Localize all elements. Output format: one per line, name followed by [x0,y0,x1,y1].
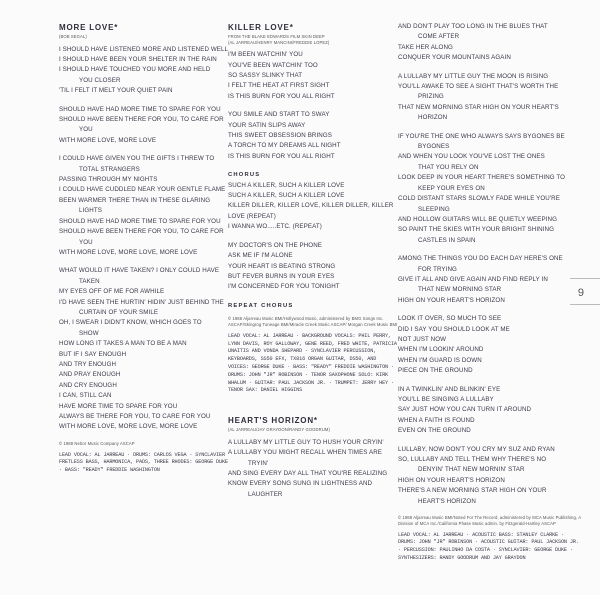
lyric-line: I COULD HAVE GIVEN YOU THE GIFTS I THREW TO [59,155,215,163]
lyric-line: OH, I SWEAR I DIDN'T KNOW, WHICH GOES TO [59,319,202,327]
lyric-line: SHOULD HAVE BEEN THERE FOR YOU, TO CARE FOR [59,116,224,124]
lyric-line: I'M BEEN WATCHIN' YOU [228,51,303,59]
lyric-line: LOOK DEEP IN YOUR HEART THERE'S SOMETHING TO [398,174,566,182]
lyric-line: AND TRY ENOUGH [59,360,117,368]
lyric-line: I WANNA WO.....ETC. (REPEAT) [228,223,322,231]
lyric-line: YOUR SATIN SLIPS AWAY [228,121,306,129]
lyric-line: IS THIS BURN FOR YOU ALL RIGHT [228,92,335,100]
lyric-line: COLD DISTANT STARS SLOWLY FADE WHILE YOU'RE [398,195,560,203]
lyric-line: LOOK IT OVER, SO MUCH TO SEE [398,315,502,323]
lyric-line: DID I SAY YOU SHOULD LOOK AT ME [398,325,510,333]
lyric-line: A LULLABY MY LITTLE GUY THE MOON IS RISING [398,72,549,80]
lyrics-column-2 [228,22,398,500]
lyric-line: LAUGHTER [248,490,283,498]
lyric-line: I'D HAVE SEEN THE HURTIN' HIDIN' JUST BEHIND THE [59,298,224,306]
stanza-gap [59,97,231,105]
lyric-line: I FELT THE HEAT AT FIRST SIGHT [228,82,330,90]
copyright-notice: © 1988 Aljarreau Music BMI/Noted For The Record, administered by MCA Music Publishing, A Division of MCA Inc./California Phase Music admin. by Fitzgerald-Hartley ASCAP [398,515,581,526]
chorus-lyrics [228,181,398,233]
verse-4 [228,438,398,500]
lyrics-body [59,45,231,433]
lyric-line: CASTLES IN SPAIN [418,236,476,244]
verse-1 [228,50,398,102]
lyric-line: SLEEPING [418,205,450,213]
page-divider-top [570,278,600,279]
copyright-notice: © 1988 Aljarreau Music BMI/Hollywood Music, administered by BMG Songs Inc. ASCAP/Skingrog Tuneage BMI/Miracle Creek Music ASCAP/ Morgan Creek Music BMI [228,316,398,327]
verse-2 [228,110,398,162]
chorus-label: CHORUS [228,172,261,179]
lyric-line: IS THIS BURN FOR YOU ALL RIGHT [228,152,335,160]
lyric-line: CONQUER YOUR MOUNTAINS AGAIN [398,54,511,62]
lyric-line: AND PRAY ENOUGH [59,371,121,379]
lyric-line: CURTAIN OF YOUR SMILE [79,308,159,316]
song-title: MORE LOVE* [59,23,119,32]
lyric-line: I COULD HAVE CUDDLED NEAR YOUR GENTLE FLAME [59,186,226,194]
lyric-line: HEART'S HORIZON [418,497,476,505]
song-title: KILLER LOVE* [228,23,294,32]
lyric-line: HIGH ON YOUR HEART'S HORIZON [398,296,505,304]
lyric-line: TOTAL STRANGERS [79,165,140,173]
lyric-line: I CAN, STILL CAN [59,392,112,400]
lyric-line: THIS SWEET OBSESSION BRINGS [228,132,333,140]
stanza-gap [398,246,583,254]
lyric-line: YOU'LL AWAKE TO SEE A SIGHT THAT'S WORTH THE [398,83,559,91]
lyric-line: THAT NEW MORNING STAR [418,286,502,294]
lyric-line: SHOULD HAVE BEEN THERE FOR YOU, TO CARE FOR [59,228,224,236]
lyric-line: A LULLABY YOU MIGHT RECALL WHEN TIMES ARE [228,449,383,457]
stanza-gap [398,64,583,72]
lyric-line: TAKEN [79,277,100,285]
lyric-line: SO, LULLABY AND TELL THEM WHY THERE'S NO [398,456,547,464]
lyric-line: EVEN ON THE GROUND [398,427,471,435]
lyric-line: PRIZING [418,93,444,101]
lyric-line: DENYIN' THAT NEW MORNIN' STAR [418,466,525,474]
musician-credits: LEAD VOCAL: AL JARREAU · DRUMS: CARLOS VEGA · SYNCLAVIER FRETLESS BASS, HARMONICA, PADS, THREE RHODES: GEORGE DUKE · BASS: "READY" FREDDIE WASHINGTON [59,451,228,474]
stanza-gap [398,437,583,445]
lyric-line: SO SASSY SLINKY THAT [228,72,303,79]
lyric-line: HORIZON [418,114,448,122]
songwriter-credit-2: (AL JARREAU/JAY GRAYDON/RANDY GOODRUM) [228,427,330,433]
lyric-line: THERE'S A NEW MORNING STAR HIGH ON YOUR [398,487,547,495]
lyric-line: SHOULD HAVE HAD MORE TIME TO SPARE FOR YOU [59,105,221,113]
songwriter-credit: (BOB SEGAL) [59,34,87,39]
lyric-line: I SHOULD HAVE LISTENED MORE AND LISTENED WELL [59,45,229,53]
repeat-chorus-label: REPEAT CHORUS [228,302,294,309]
musician-credits: LEAD VOCAL: AL JARREAU · ACOUSTIC BASS: STANLEY CLARKE · DRUMS: JOHN "JR" ROBINSON · ACOUSTIC GUITAR: PAUL JACKSON JR. · PERCUSSION: PAULINHO DA COSTA · SYNCLAVIER: GEORGE DUKE · SYNTHESIZERS: RANDY GOODRUM AND JAY GRAYDON [398,531,579,562]
lyric-line: SHOW [79,329,99,337]
lyric-line: AND DON'T PLAY TOO LONG IN THE BLUES THAT [398,23,548,30]
lyric-line: A LULLABY MY LITTLE GUY TO HUSH YOUR CRYIN' [228,438,384,446]
lyric-line: HOW LONG IT TAKES A MAN TO BE A MAN [59,340,187,348]
lyric-line: NOT JUST NOW [398,335,447,343]
lyric-line: WHAT WOULD IT HAVE TAKEN? I ONLY COULD HAVE [59,267,220,275]
lyric-line: YOU [79,126,93,134]
lyric-line: COME AFTER [418,33,460,41]
lyric-line: ASK ME IF I'M ALONE [228,252,293,260]
lyric-line: YOU [79,238,93,246]
lyric-line: 'TIL I FELT IT MELT YOUR QUIET PAIN [59,87,173,95]
lyric-line: THAT YOU RELY ON [418,163,479,171]
copyright-notice: © 1988 Nebor Music Company ASCAP [59,440,135,446]
songwriter-credit: (AL JARREAU/HENRY MANCINI/FREDDIE LOPEZ) [228,39,330,45]
page-divider-bottom [570,304,600,305]
lyrics-body [398,22,583,507]
lyric-line: I SHOULD HAVE BEEN YOUR SHELTER IN THE RAIN [59,56,217,63]
lyric-line: WITH MORE LOVE, MORE LOVE [59,136,157,144]
stanza-gap [398,306,583,314]
lyric-line: TAKE HER ALONG [398,43,453,51]
musician-credits: LEAD VOCAL: AL JARREAU · BACKGROUND VOCALS: PHIL PERRY, LYNN DAVIS, ROY GALLOWAY, GENE REED, FRED WHITE, PATRICIA UNAITIS AND VONDA SHEPARD · SYNCLAVIER PERCUSSION, KEYBOARDS, SS50 EFX, TX816 ORGAN GUITAR, DS50, AND VOICES: GEORGE DUKE · BASS: "READY" FREDDIE WASHINGTON · DRUMS: JOHN "JR" ROBINSON · TENOR SAXOPHONE SOLO: KIRK WHALUM · GUITAR: PAUL JACKSON JR. · TRUMPET: JERRY HEY · TENOR SAX: DANIEL HIGGINS [228,332,397,394]
lyric-line: BYGONES [418,143,450,151]
lyric-line: YOU SMILE AND START TO SWAY [228,111,330,119]
lyric-line: LOVE (REPEAT) [228,212,276,220]
lyric-line: HAVE MORE TIME TO SPARE FOR YOU [59,402,178,410]
lyric-line: BUT IF I SAY ENOUGH [59,350,127,358]
lyric-line: SHOULD HAVE HAD MORE TIME TO SPARE FOR YOU [59,217,221,225]
stanza-gap [398,124,583,132]
lyric-line: LULLABY, NOW DON'T YOU CRY MY SUZ AND RYAN [398,445,555,453]
lyric-line: KNOW EVERY SONG SUNG IN LIGHTNESS AND [228,480,373,488]
lyric-line: WHEN I'M LOOKIN' AROUND [398,346,484,354]
lyric-line: MY DOCTOR'S ON THE PHONE [228,241,323,249]
lyric-line: SUCH A KILLER, SUCH A KILLER LOVE [228,192,345,200]
verse-3 [228,241,398,293]
lyric-line: AMONG THE THINGS YOU DO EACH DAY HERE'S ONE [398,255,563,263]
lyric-line: WHEN I'M GUARD IS DOWN [398,356,482,364]
lyric-line: THAT NEW MORNING STAR HIGH ON YOUR HEART'S [398,103,559,111]
lyric-line: HIGH ON YOUR HEART'S HORIZON [398,476,505,484]
lyric-line: ALWAYS BE THERE FOR YOU, TO CARE FOR YOU [59,413,211,420]
lyric-line: PIECE ON THE GROUND [398,367,473,375]
lyric-line: MY EYES OFF OF ME FOR AWHILE [59,288,165,296]
lyric-line: PASSING THROUGH MY NIGHTS [59,176,158,184]
lyric-line: AND WHEN YOU LOOK YOU'VE LOST THE ONES [398,153,545,161]
lyric-line: YOU CLOSER [79,76,121,84]
song-title-2: HEART'S HORIZON* [228,416,318,426]
stanza-gap [59,146,231,154]
lyric-line: YOU'VE BEEN WATCHIN' TOO [228,61,318,69]
lyric-line: BUT FEVER BURNS IN YOUR EYES [228,272,335,280]
lyric-line: AND CRY ENOUGH [59,381,117,389]
lyric-line: KEEP YOUR EYES ON [418,184,485,192]
lyric-line: FOR TRYING [418,265,457,273]
stanza-gap [398,377,583,385]
lyrics-column-1 [59,22,231,475]
lyric-line: YOUR HEART IS BEATING STRONG [228,262,336,270]
lyric-line: A TORCH TO MY DREAMS ALL NIGHT [228,142,341,150]
stanza-gap [59,258,231,266]
lyric-line: SO PAINT THE SKIES WITH YOUR BRIGHT SHINING [398,226,555,234]
lyric-line: TRYIN' [248,459,269,467]
lyric-line: IF YOU'RE THE ONE WHO ALWAYS SAYS BYGONES BE [398,132,565,140]
lyric-line: GIVE IT ALL AND GIVE AGAIN AND FIND REPLY IN [398,275,548,283]
lyric-line: LIGHTS [79,207,102,215]
lyrics-column-3 [398,22,583,563]
lyric-line: YOU'LL BE SINGING A LULLABY [398,396,494,403]
lyric-line: SUCH A KILLER, SUCH A KILLER LOVE [228,181,345,189]
lyric-line: WITH MORE LOVE, MORE LOVE, MORE LOVE [59,423,198,431]
lyric-line: WITH MORE LOVE, MORE LOVE, MORE LOVE [59,248,198,256]
lyric-line: IN A TWINKLIN' AND BLINKIN' EYE [398,385,501,393]
page-number: 9 [577,287,584,299]
lyric-line: WHEN A FAITH IS FOUND [398,416,475,424]
lyric-line: AND SING EVERY DAY ALL THAT YOU'RE REALIZING [228,469,388,477]
lyric-line: I'M CONCERNED FOR YOU TONIGHT [228,283,340,291]
lyric-line: AND HOLLOW GUITARS WILL BE QUIETLY WEEPING [398,215,558,223]
lyric-line: BEEN WARMER THERE THAN IN THESE GLARING [59,196,211,204]
film-credit: FROM THE BLAKE EDWARDS FILM SKIN DEEP [228,34,325,39]
lyric-line: KILLER DILLER, KILLER LOVE, KILLER DILLER, KILLER [228,202,394,210]
lyric-line: I SHOULD HAVE TOUCHED YOU MORE AND HELD [59,66,211,74]
lyric-line: SAY JUST HOW YOU CAN TURN IT AROUND [398,406,532,414]
